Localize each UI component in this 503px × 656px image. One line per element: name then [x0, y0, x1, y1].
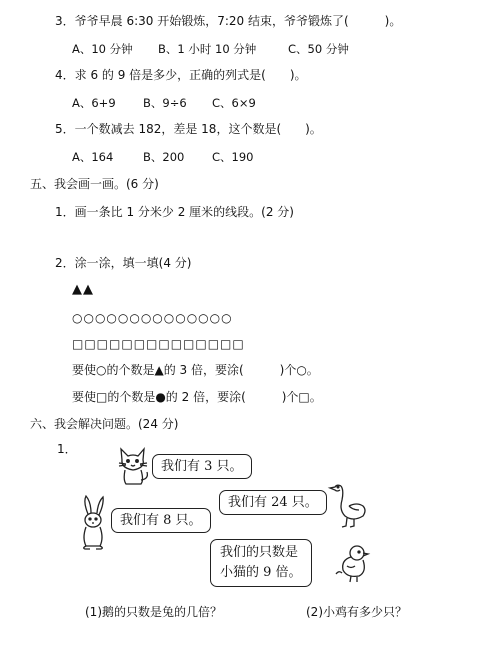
chick-speech-line-2: 小猫的 9 倍。 [220, 565, 302, 580]
section6-q1-number: 1． [57, 442, 77, 456]
chick-speech-line-1: 我们的只数是 [220, 545, 299, 560]
q3-option-b: B、1 小时 10 分钟 [158, 42, 257, 56]
square-row: □□□□□□□□□□□□□□ [72, 337, 245, 351]
chick-speech-bubble [210, 539, 312, 587]
q3-stem: 3．爷爷早晨 6:30 开始锻炼，7:20 结束，爷爷锻炼了( )。 [55, 14, 402, 28]
section5-q2: 2．涂一涂，填一填(4 分) [55, 256, 192, 270]
sub-question-1: (1)鹅的只数是兔的几倍？ [85, 605, 222, 619]
goose-speech-bubble [219, 490, 327, 515]
section6-title: 六、我会解决问题。(24 分) [30, 417, 179, 431]
q4-stem: 4．求 6 的 9 倍是多少，正确的列式是( )。 [55, 68, 307, 82]
q4-option-a: A、6+9 [72, 96, 116, 110]
goose-speech-text: 我们有 24 只。 [228, 495, 318, 510]
q4-option-c: C、6×9 [212, 96, 256, 110]
rabbit-picture [78, 494, 108, 550]
q5-option-a: A、164 [72, 150, 114, 164]
rabbit-speech-text: 我们有 8 只。 [120, 513, 202, 528]
cat-speech-text: 我们有 3 只。 [161, 459, 243, 474]
q4-option-b: B、9÷6 [143, 96, 187, 110]
circle-row: ○○○○○○○○○○○○○○ [72, 311, 233, 325]
sub-question-2: (2)小鸡有多少只？ [306, 605, 407, 619]
q5-stem: 5．一个数减去 182，差是 18，这个数是( )。 [55, 122, 322, 136]
q3-option-a: A、10 分钟 [72, 42, 133, 56]
section5-title: 五、我会画一画。(6 分) [30, 177, 159, 191]
cat-speech-bubble [152, 454, 252, 479]
rabbit-speech-bubble [111, 508, 211, 533]
chick-picture [333, 542, 373, 584]
section5-q1: 1．画一条比 1 分米少 2 厘米的线段。(2 分) [55, 205, 294, 219]
fill-line-squares: 要使□的个数是●的 2 倍，要涂( )个□。 [72, 390, 322, 404]
goose-picture [327, 480, 369, 530]
q5-option-c: C、190 [212, 150, 254, 164]
q3-option-c: C、50 分钟 [288, 42, 349, 56]
cat-picture [113, 446, 153, 486]
triangle-row: ▲▲ [72, 282, 94, 297]
q5-option-b: B、200 [143, 150, 185, 164]
fill-line-circles: 要使○的个数是▲的 3 倍，要涂( )个○。 [72, 363, 319, 377]
